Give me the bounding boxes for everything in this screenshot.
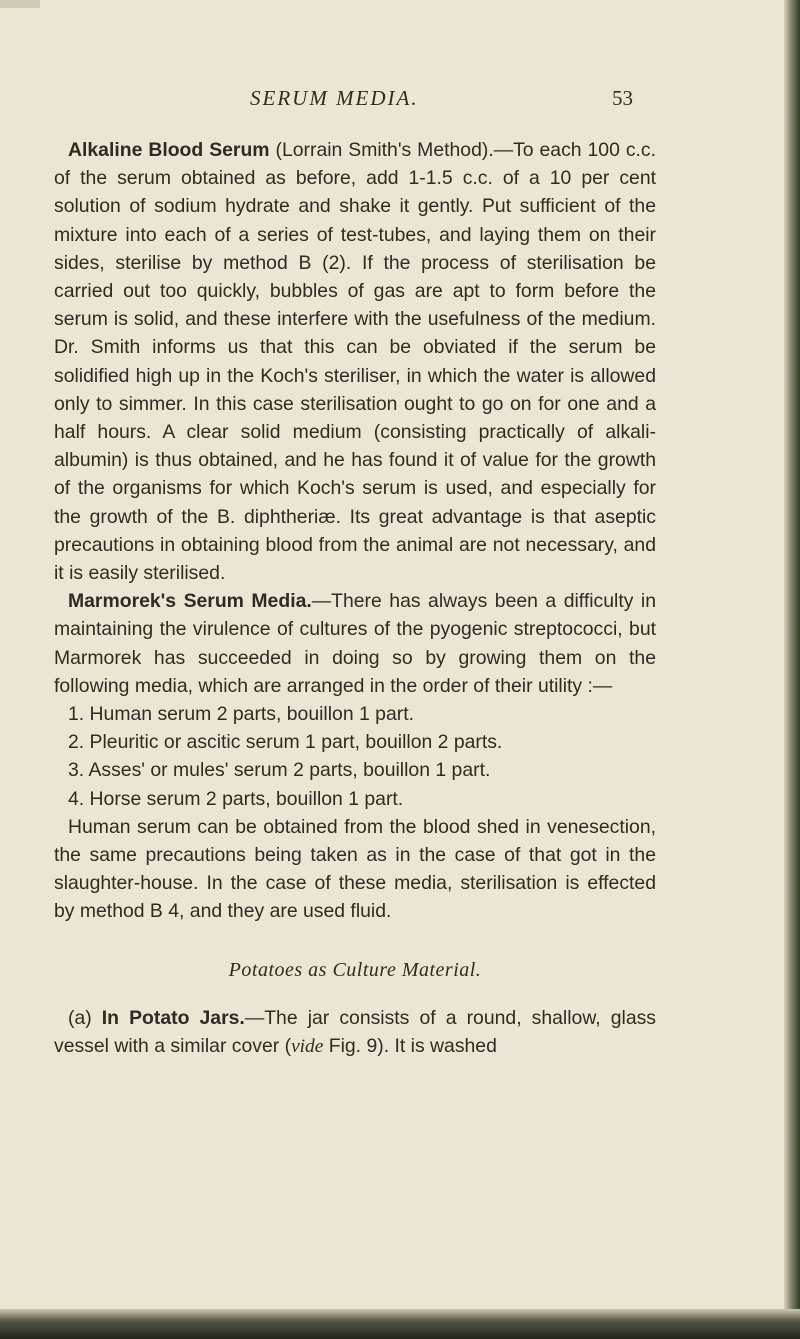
running-head [0, 86, 786, 116]
media-list [54, 700, 656, 813]
list-item: 1. Human serum 2 parts, bouillon 1 part. [68, 703, 414, 726]
list-item: 3. Asses' or mules' serum 2 parts, bouillon 1 part. [68, 759, 491, 782]
page-corner-shadow [0, 0, 40, 8]
paragraph-marmorek-serum-media [54, 587, 656, 700]
paragraph-human-serum: Human serum can be obtained from the blood shed in venesection, the same precautions being taken as in the case of that got in the slaughter-house. In the case of these media, sterilisation is effected by method B 4, and they are used fluid. [54, 815, 656, 923]
running-head-title: SERUM MEDIA. [250, 86, 419, 110]
paragraph-text: (Lorrain Smith's Method).—To each 100 c.c. of the serum obtained as before, add 1-1.5 c.c. of a 10 per cent solution of sodium hydrate and shake it gently. Put sufficient of the mixture into each of a series of test-tubes, and laying them on their sides, sterilise by method B (2). If the process of sterilisation be carried out too quickly, bubbles of gas are apt to form before the serum is solid, and these interfere with the usefulness of the medium. Dr. Smith informs us that this can be obviated if the serum be solidified high up in the Koch's steriliser, in which the water is allowed only to simmer. In this case sterilisation ought to go on for one and a half hours. A clear solid medium (consisting practically of alkali-albumin) is thus obtained, and he has found it of value for the growth of the organisms for which Koch's serum is used, and especially for the growth of the B. diphtheriæ. Its great advantage is that aseptic precautions in obtaining blood from the animal are not necessary, and it is easily sterilised. [54, 139, 656, 585]
page-number: 53 [612, 86, 633, 110]
body-text [54, 136, 656, 1061]
page-right-edge [784, 0, 800, 1339]
paragraph-text: —There has always been a difficulty in maintaining the virulence of cultures of the pyogenic streptococci, but Marmorek has succeeded in doing so by growing them on the following media, which are arranged in the order of their utility :— [54, 590, 656, 697]
paragraph-heading-marmorek: Marmorek's Serum Media. [68, 590, 312, 613]
paragraph-text: Fig. 9). It is washed [323, 1035, 497, 1058]
paragraph-heading-potato-jars: In Potato Jars. [101, 1006, 245, 1029]
paragraph-heading-alkaline-blood-serum: Alkaline Blood Serum [68, 139, 270, 161]
page-bottom-edge [0, 1309, 800, 1339]
paragraph-prefix: (a) [68, 1006, 102, 1029]
list-item: 4. Horse serum 2 parts, bouillon 1 part. [68, 787, 404, 810]
vide-text: vide [291, 1036, 324, 1058]
section-heading: Potatoes as Culture Material. [228, 958, 482, 981]
paragraph-potato-jars [54, 1004, 656, 1061]
paragraph-text: —The jar consists of a round, shallow, glass vessel with a similar cover ( [54, 1006, 656, 1058]
list-item: 2. Pleuritic or ascitic serum 1 part, bouillon 2 parts. [68, 731, 503, 754]
paragraph-alkaline-blood-serum [54, 136, 656, 587]
